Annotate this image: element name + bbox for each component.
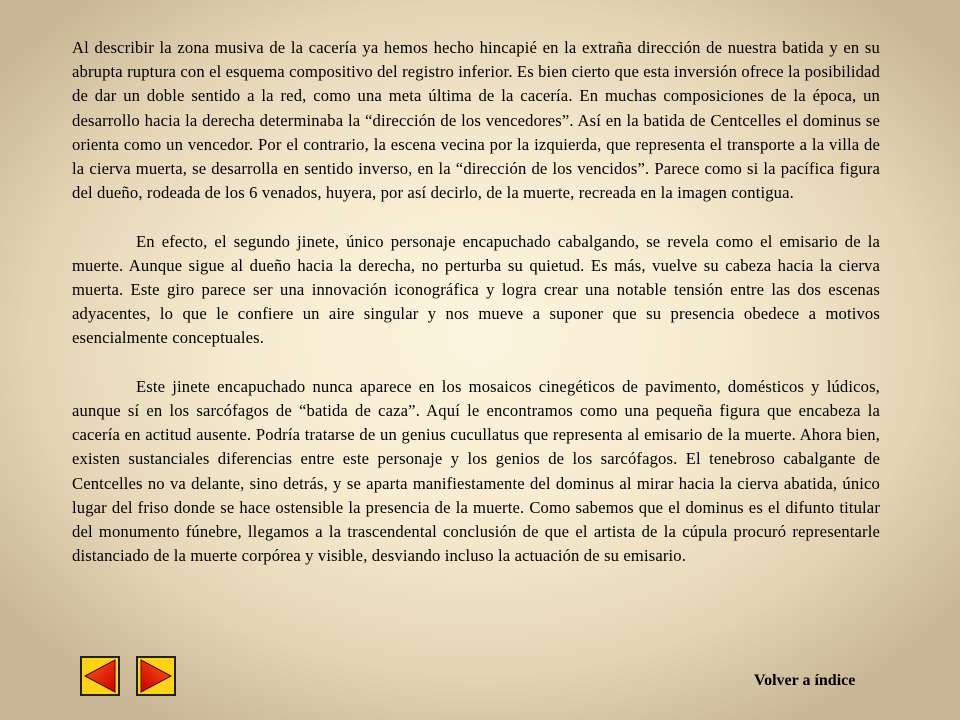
paragraph-3: Este jinete encapuchado nunca aparece en los mosaicos cinegéticos de pavimento, domésticos y lúdicos, aunque sí en los sarcófagos de “batida de caza”. Aquí le encontramos como una pequeña figura que encabeza la cacería en actitud ausente. Podría tratarse de un genius cucullatus que representa al emisario de la muerte. Ahora bien, existen sustanciales diferencias entre este personaje y los genios de los sarcófagos. El tenebroso cabalgante de Centcelles no va delante, sino detrás, y se aparta manifiestamente del dominus al mirar hacia la cierva abatida, único lugar del friso donde se hace ostensible la presencia de la muerte. Como sabemos que el dominus es el difunto titular del monumento fúnebre, llegamos a la trascendental conclusión de que el artista de la cúpula procuró representarle distanciado de la muerte corpórea y visible, desviando incluso la actuación de su emisario. xyxy=(72,376,880,566)
left-arrow-icon xyxy=(82,658,118,694)
back-to-index-link[interactable]: Volver a índice xyxy=(754,672,856,689)
document-body xyxy=(72,36,880,568)
paragraph-2: En efecto, el segundo jinete, único personaje encapuchado cabalgando, se revela como el emisario de la muerte. Aunque sigue al dueño hacia la derecha, no perturba su quietud. Es más, vuelve su cabeza hacia la cierva muerta. Este giro parece ser una innovación iconográfica y logra crear una notable tensión entre las dos escenas adyacentes, lo que le confiere un aire singular y nos mueve a suponer que su presencia obedece a motivos esencialmente conceptuales. xyxy=(72,231,880,348)
paragraph-1: Al describir la zona musiva de la cacería ya hemos hecho hincapié en la extraña dirección de nuestra batida y en su abrupta ruptura con el esquema compositivo del registro inferior. Es bien cierto que esta inversión ofrece la posibilidad de dar un doble sentido a la red, como una meta última de la cacería. En muchas composiciones de la época, un desarrollo hacia la derecha determinaba la “dirección de los vencedores”. Así en la batida de Centcelles el dominus se orienta como un vencedor. Por el contrario, la escena vecina por la izquierda, que representa el transporte a la villa de la cierva muerta, se desarrolla en sentido inverso, en la “dirección de los vencidos”. Parece como si la pacífica figura del dueño, rodeada de los 6 venados, huyera, por así decirlo, de la muerte, recreada en la imagen contigua. xyxy=(72,38,880,203)
previous-slide-button[interactable] xyxy=(80,656,120,696)
next-slide-button[interactable] xyxy=(136,656,176,696)
right-arrow-icon xyxy=(138,658,174,694)
